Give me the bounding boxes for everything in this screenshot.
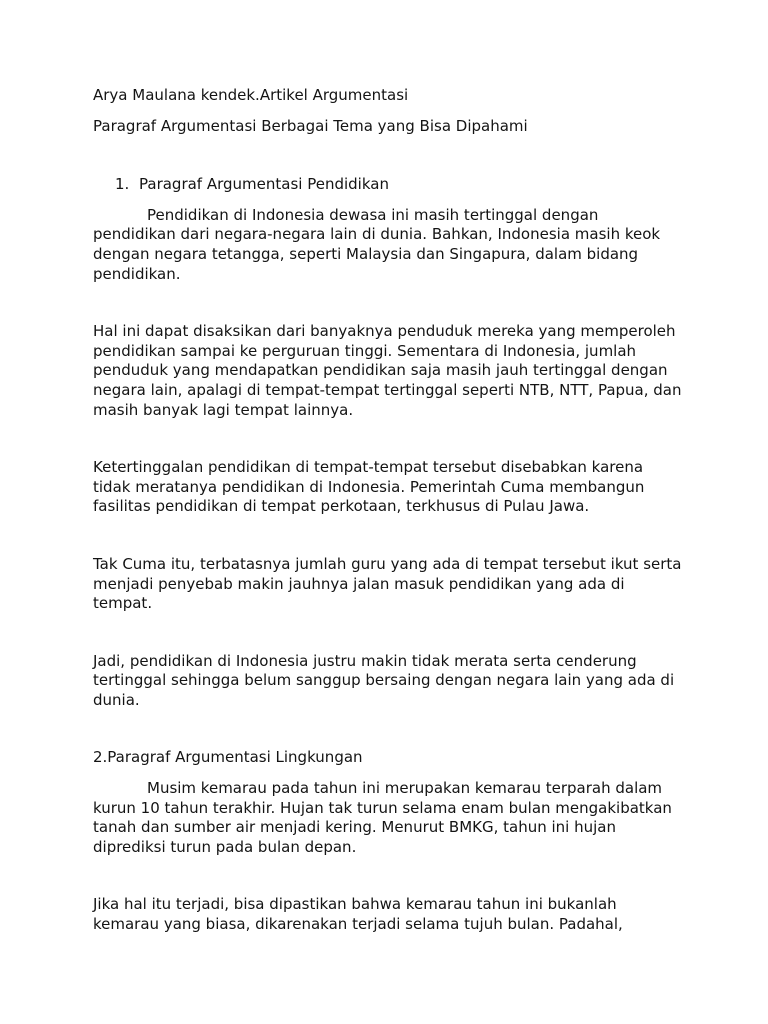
section-1-paragraph-3: Ketertinggalan pendidikan di tempat-tempat tersebut disebabkan karena tidak meratanya pendidikan di Indonesia. Pemerintah Cuma membangun fasilitas pendidikan di tempat perkotaan, terkhusus di Pulau Jawa. (93, 458, 645, 516)
section-1-heading (93, 175, 683, 195)
section-2-paragraph-1: Musim kemarau pada tahun ini merupakan kemarau terparah dalam kurun 10 tahun terakhir. Hujan tak turun selama enam bulan mengakibatkan tanah dan sumber air menjadi kering. Menurut BMKG, tahun ini hujan diprediksi turun pada bulan depan. (93, 779, 672, 856)
section-1-paragraph-5: Jadi, pendidikan di Indonesia justru makin tidak merata serta cenderung tertinggal sehingga belum sanggup bersaing dengan negara lain yang ada di dunia. (93, 651, 675, 709)
section-1-paragraph-4: Tak Cuma itu, terbatasnya jumlah guru yang ada di tempat tersebut ikut serta menjadi penyebab makin jauhnya jalan masuk pendidikan yang ada di tempat. (93, 554, 682, 613)
section-2-paragraph-2: Jika hal itu terjadi, bisa dipastikan bahwa kemarau tahun ini bukanlah kemarau yang biasa, dikarenakan terjadi selama tujuh bulan. Padahal, (93, 895, 623, 934)
section-2-heading: 2.Paragraf Argumentasi Lingkungan (93, 748, 363, 767)
section-1-paragraph-1: Pendidikan di Indonesia dewasa ini masih tertinggal dengan pendidikan dari negara-negara lain di dunia. Bahkan, Indonesia masih keok dengan negara tetangga, seperti Malaysia dan Singapura, dalam bidang pendidikan. (93, 205, 661, 283)
document-subtitle: Paragraf Argumentasi Berbagai Tema yang Bisa Dipahami (93, 116, 528, 135)
document-title: Arya Maulana kendek.Artikel Argumentasi (93, 86, 409, 104)
section-1-paragraph-2: Hal ini dapat disaksikan dari banyaknya penduduk mereka yang memperoleh pendidikan sampai ke perguruan tinggi. Sementara di Indonesia, jumlah penduduk yang mendapatkan pendidikan saja masih jauh tertinggal dengan negara lain, apalagi di tempat-tempat tertinggal seperti NTB, NTT, Papua, dan masih banyak lagi tempat lainnya. (93, 322, 682, 419)
document-body (93, 86, 683, 973)
section-1-heading-text: Paragraf Argumentasi Pendidikan (139, 175, 389, 194)
section-1-number: 1. (115, 175, 130, 194)
